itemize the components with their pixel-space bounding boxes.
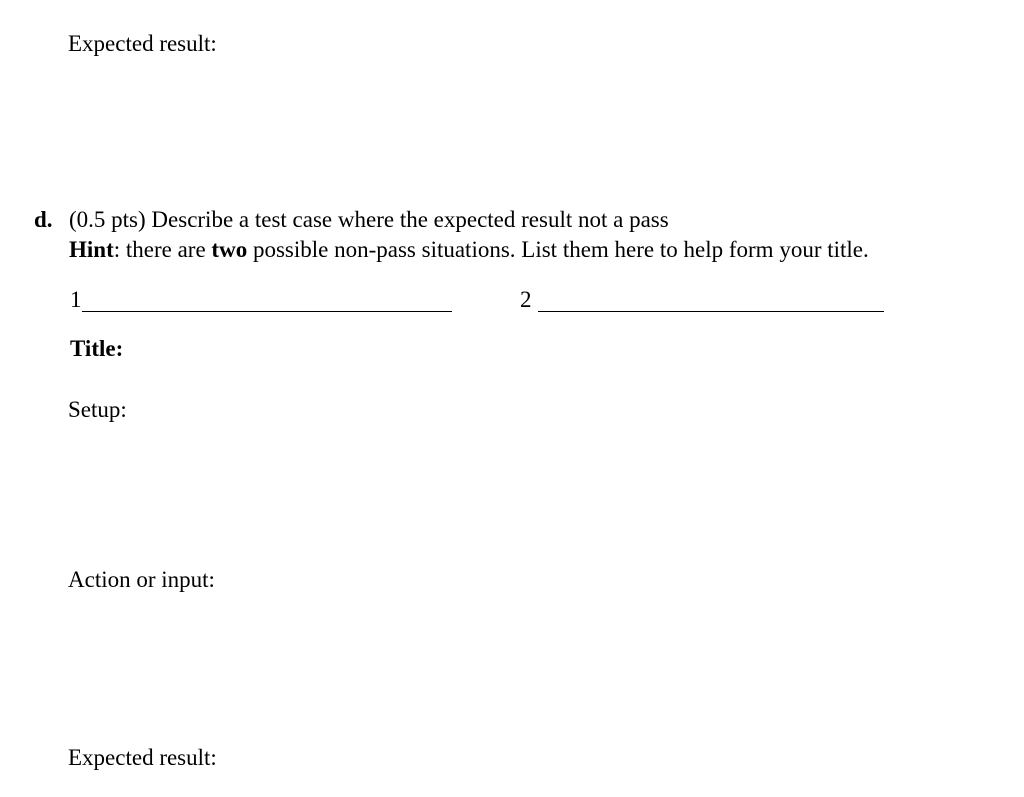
- blank-1-line[interactable]: [82, 311, 452, 312]
- question-d-letter: d.: [34, 207, 53, 232]
- question-d-prompt-line: [69, 208, 669, 231]
- question-d-points: (0.5 pts): [69, 207, 146, 232]
- question-d-prompt: Describe a test case where the expected result not a pass: [151, 207, 669, 232]
- hint-label: Hint: [69, 237, 114, 262]
- top-expected-result-label: Expected result:: [68, 31, 217, 56]
- hint-bold-two: two: [211, 237, 248, 262]
- hint-text-1: : there are: [113, 237, 212, 262]
- blank-1-number: 1: [70, 287, 82, 312]
- blank-2-number: 2: [520, 287, 532, 312]
- question-d-hint: [69, 238, 869, 261]
- setup-label: Setup:: [68, 397, 127, 422]
- blank-2-line[interactable]: [538, 311, 884, 312]
- action-or-input-label: Action or input:: [68, 567, 215, 592]
- title-label: Title:: [70, 336, 124, 361]
- hint-text-2: possible non-pass situations. List them here to help form your title.: [247, 237, 869, 262]
- expected-result-label: Expected result:: [68, 745, 217, 770]
